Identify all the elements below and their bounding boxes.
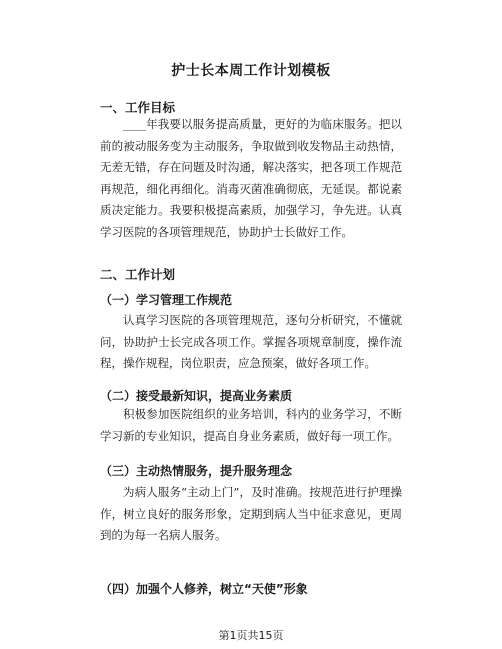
subsection-paragraph-1: 认真学习医院的各项管理规范，逐句分析研究，不懂就问，协助护士长完成各项工作。掌握各项规章制度，操作流程，操作规程，岗位职责，应急预案，做好各项工作。: [100, 313, 402, 370]
goals-paragraph: ____年我要以服务提高质量，更好的为临床服务。把以前的被动服务变为主动服务，争取做到收发物品主动热情，无差无错，存在问题及时沟通，解决落实，把各项工作规范再规范，细化再细化。消毒灭菌准确彻底，无延误。都说素质决定能力。我要积极提高素质，加强学习，争先进。认真学习医院的各项管理规范，协助护士长做好工作。: [100, 117, 402, 239]
section-heading-goals: 一、工作目标: [100, 100, 176, 115]
subsection-paragraph-3: 为病人服务“主动上门”，及时准确。按规范进行护理操作，树立良好的服务形象，定期到病人当中征求意见，更周到的为每一名病人服务。: [100, 485, 402, 542]
subsection-paragraph-2: 积极参加医院组织的业务培训，科内的业务学习，不断学习新的专业知识，提高自身业务素质，做好每一项工作。: [100, 407, 402, 443]
subsection-heading-2: （二）接受最新知识，提高业务素质: [100, 389, 293, 403]
section-heading-plan: 二、工作计划: [100, 267, 176, 282]
page-footer: 第1页共15页: [218, 629, 284, 642]
subsection-heading-1: （一）学习管理工作规范: [100, 293, 233, 307]
subsection-heading-3: （三）主动热情服务，提升服务理念: [100, 464, 293, 478]
document-title: 护士长本周工作计划模板: [171, 63, 331, 79]
subsection-heading-4: （四）加强个人修养，树立“天使”形象: [100, 582, 308, 596]
